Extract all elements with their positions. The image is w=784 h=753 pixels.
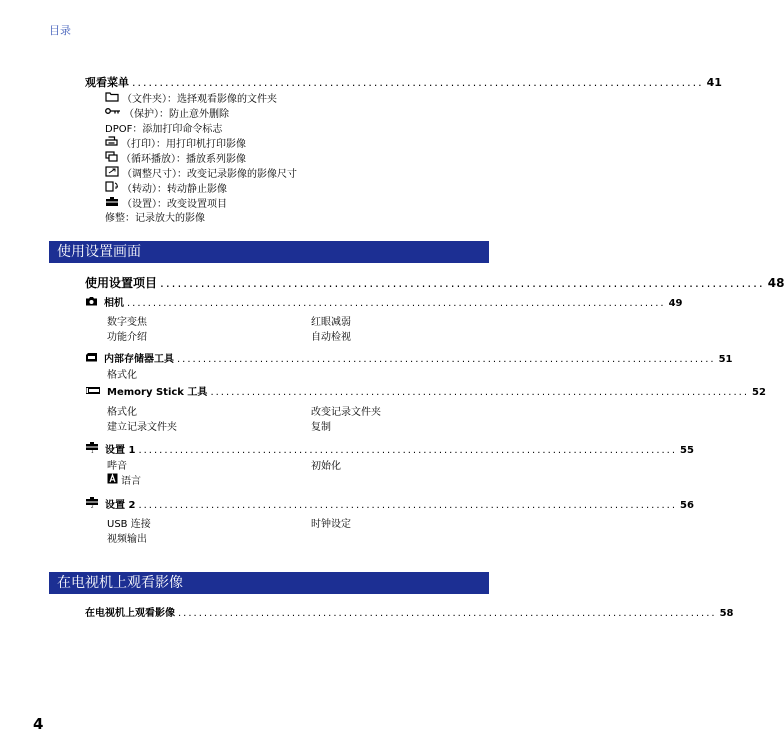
toolbox-1-icon bbox=[85, 441, 99, 456]
entry-label: Memory Stick 工具 bbox=[107, 387, 208, 398]
toc-entry-memory-stick-tool[interactable] bbox=[85, 383, 766, 398]
memory-stick-item: 复制 bbox=[311, 422, 331, 433]
entry-page: 51 bbox=[718, 354, 733, 365]
memory-stick-item: 建立记录文件夹 bbox=[107, 422, 177, 433]
setup2-item: 视频输出 bbox=[107, 534, 147, 545]
toc-entry-setup-items[interactable] bbox=[85, 274, 784, 291]
entry-page: 55 bbox=[680, 445, 694, 456]
printer-icon bbox=[105, 136, 118, 150]
item-text: （循环播放）：播放系列影像 bbox=[121, 154, 246, 165]
entry-label: 相机 bbox=[104, 298, 124, 309]
internal-memory-item: 格式化 bbox=[107, 370, 137, 381]
section-banner-tv: 在电视机上观看影像 bbox=[49, 572, 489, 594]
leader-dots: ........................................................................................................ bbox=[138, 445, 678, 456]
toc-entry-view-on-tv[interactable] bbox=[85, 604, 734, 619]
viewing-item-rotate bbox=[105, 180, 227, 195]
item-text: （打印）：用打印机打印影像 bbox=[121, 139, 246, 150]
camera-item: 红眼减弱 bbox=[311, 317, 351, 328]
entry-page: 58 bbox=[719, 608, 734, 619]
entry-label: 观看菜单 bbox=[85, 76, 129, 89]
item-text: （保护）：防止意外删除 bbox=[124, 109, 229, 120]
toc-entry-viewing-menu[interactable] bbox=[85, 74, 722, 90]
viewing-item-trimming bbox=[105, 209, 205, 224]
setup2-item: USB 连接 bbox=[107, 519, 151, 530]
item-text: （文件夹）：选择观看影像的文件夹 bbox=[122, 94, 277, 105]
entry-label: 设置 2 bbox=[105, 500, 136, 511]
leader-dots: ........................................................................................................ bbox=[178, 608, 717, 619]
item-text: 修整：记录放大的影像 bbox=[105, 213, 205, 224]
toc-link[interactable]: 目录 bbox=[49, 24, 71, 37]
resize-icon bbox=[105, 166, 119, 180]
viewing-item-resize bbox=[105, 165, 297, 180]
camera-item: 自动检视 bbox=[311, 332, 351, 343]
internal-memory-icon bbox=[85, 352, 98, 365]
viewing-item-slideshow bbox=[105, 150, 246, 165]
svg-text:1: 1 bbox=[91, 449, 94, 454]
rotate-icon bbox=[105, 181, 119, 195]
leader-dots: ........................................................................................................ bbox=[177, 354, 716, 365]
entry-label: 设置 1 bbox=[105, 445, 136, 456]
viewing-item-dpof bbox=[105, 120, 222, 135]
page-number: 4 bbox=[33, 715, 44, 733]
toc-entry-internal-memory-tool[interactable] bbox=[85, 350, 733, 365]
toolbox-2-icon bbox=[85, 496, 99, 511]
toc-entry-camera[interactable] bbox=[85, 294, 683, 309]
viewing-item-print bbox=[105, 135, 246, 150]
entry-page: 49 bbox=[668, 298, 683, 309]
viewing-item-protect bbox=[105, 105, 229, 120]
entry-label: 在电视机上观看影像 bbox=[85, 608, 175, 619]
setup1-item-language bbox=[107, 472, 141, 487]
item-text: 语言 bbox=[121, 476, 141, 487]
entry-page: 41 bbox=[706, 76, 722, 89]
memory-stick-item: 格式化 bbox=[107, 407, 137, 418]
leader-dots: ........................................................................................................ bbox=[127, 298, 666, 309]
language-icon bbox=[107, 473, 118, 487]
camera-item: 数字变焦 bbox=[107, 317, 147, 328]
camera-icon bbox=[85, 296, 98, 309]
toc-entry-setup-2[interactable] bbox=[85, 496, 694, 511]
leader-dots: ........................................................................................................ bbox=[132, 76, 704, 89]
entry-page: 52 bbox=[752, 387, 766, 398]
entry-page: 48 bbox=[767, 276, 784, 290]
toolbox-icon bbox=[105, 196, 119, 210]
leader-dots: ........................................................................................................ bbox=[210, 387, 750, 398]
setup1-item: 初始化 bbox=[311, 461, 341, 472]
toc-entry-setup-1[interactable] bbox=[85, 441, 694, 456]
leader-dots: ........................................................................................................ bbox=[138, 500, 678, 511]
entry-label: 使用设置项目 bbox=[85, 276, 158, 290]
entry-page: 56 bbox=[680, 500, 694, 511]
camera-item: 功能介绍 bbox=[107, 332, 147, 343]
svg-text:2: 2 bbox=[91, 504, 94, 509]
key-icon bbox=[105, 107, 121, 118]
setup2-item: 时钟设定 bbox=[311, 519, 351, 530]
loop-icon bbox=[105, 151, 118, 165]
memory-stick-item: 改变记录文件夹 bbox=[311, 407, 381, 418]
leader-dots: ........................................................................................................ bbox=[160, 276, 765, 290]
viewing-item-folder bbox=[105, 90, 277, 105]
item-text: （调整尺寸）：改变记录影像的影像尺寸 bbox=[122, 169, 297, 180]
section-banner-setup: 使用设置画面 bbox=[49, 241, 489, 263]
memory-stick-icon bbox=[85, 386, 101, 398]
viewing-item-settings bbox=[105, 195, 227, 210]
setup1-item: 哔音 bbox=[107, 461, 127, 472]
item-text: DPOF：添加打印命令标志 bbox=[105, 124, 223, 135]
folder-icon bbox=[105, 91, 119, 105]
entry-label: 内部存储器工具 bbox=[104, 354, 174, 365]
item-text: （转动）：转动静止影像 bbox=[122, 184, 227, 195]
item-text: （设置）：改变设置项目 bbox=[122, 199, 227, 210]
